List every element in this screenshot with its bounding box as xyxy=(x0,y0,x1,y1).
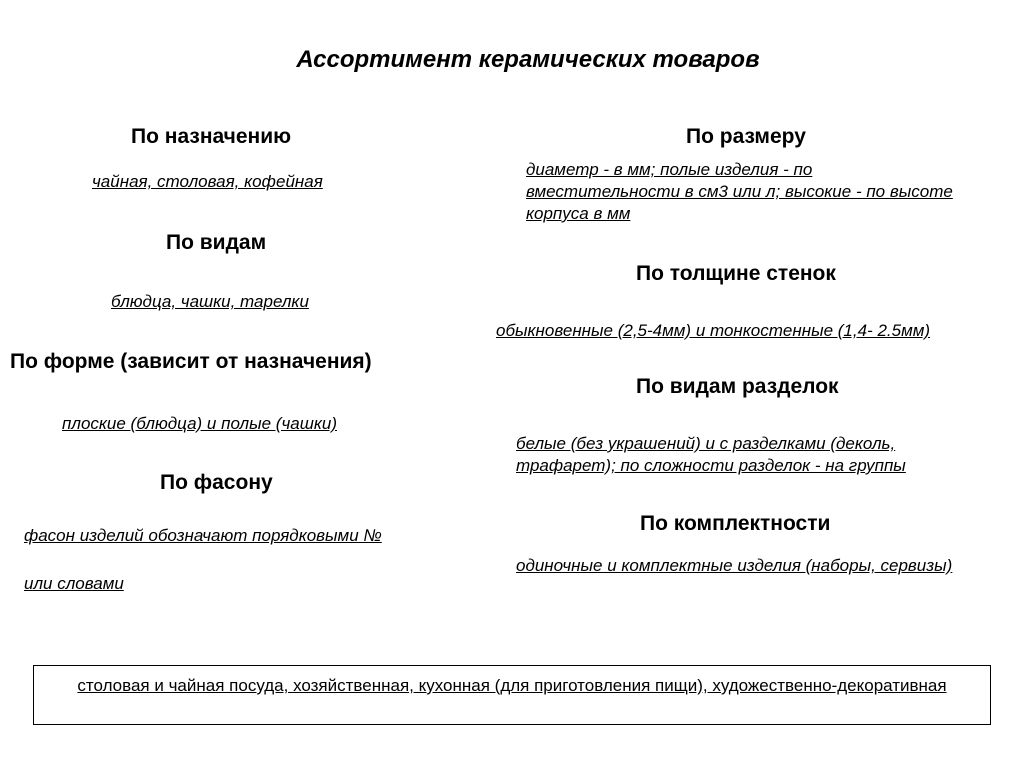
text-purpose: чайная, столовая, кофейная xyxy=(92,172,323,191)
text-decoration: белые (без украшений) и с разделками (деколь, трафарет); по сложности разделок - на группы xyxy=(516,434,906,475)
heading-size: По размеру xyxy=(686,125,806,148)
text-style-line1: фасон изделий обозначают порядковыми № xyxy=(24,526,382,545)
heading-decoration: По видам разделок xyxy=(636,375,839,398)
heading-style: По фасону xyxy=(160,471,273,494)
heading-types: По видам xyxy=(166,231,267,254)
heading-thickness: По толщине стенок xyxy=(636,262,836,285)
text-size: диаметр - в мм; полые изделия - по вместительности в см3 или л; высокие - по высоте корпуса в мм xyxy=(526,160,953,223)
text-shape: плоские (блюдца) и полые (чашки) xyxy=(62,414,337,433)
text-thickness: обыкновенные (2,5-4мм) и тонкостенные (1,4- 2.5мм) xyxy=(496,321,931,340)
heading-shape: По форме (зависит от назначения) xyxy=(10,350,372,373)
summary-text: столовая и чайная посуда, хозяйственная, кухонная (для приготовления пищи), художественно-декоративная xyxy=(77,676,947,695)
heading-completeness: По комплектности xyxy=(640,512,831,535)
page-title: Ассортимент керамических товаров xyxy=(296,46,760,73)
text-style-line2: или словами xyxy=(24,574,124,593)
summary-box xyxy=(33,665,991,725)
heading-purpose: По назначению xyxy=(131,125,292,148)
text-types: блюдца, чашки, тарелки xyxy=(111,292,309,311)
text-completeness: одиночные и комплектные изделия (наборы, сервизы) xyxy=(516,556,953,575)
